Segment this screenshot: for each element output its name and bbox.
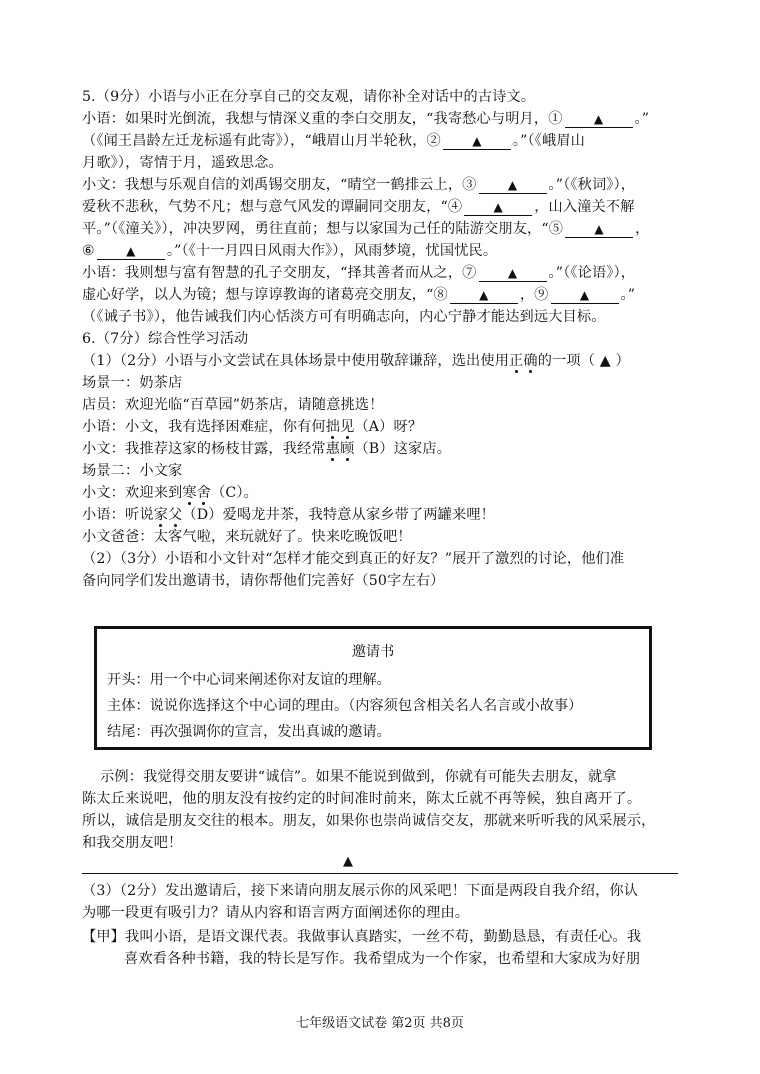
q5-line-2: （《闻王昌龄左迁龙标遥有此寄》），“峨眉山月半轮秋，② ▲ 。”（《峨眉山 xyxy=(82,133,586,149)
q6-header: 6.（7分）综合性学习活动 xyxy=(82,331,249,347)
answer-blank-6: ▲ xyxy=(97,243,165,260)
q5-line-3: 月歌》），寄情于月，遥致思念。 xyxy=(82,155,283,171)
answer-blank-3: ▲ xyxy=(479,177,547,194)
page-footer: 七年级语文试卷 第2页 共8页 xyxy=(296,1016,464,1031)
answer-blank-8: ▲ xyxy=(450,287,518,304)
scene-1-line-c: 小文：我推荐这家的杨枝甘露，我经常惠顾（B）这家店。 xyxy=(82,441,452,457)
q6-part3-prompt-2: 为哪一段更有吸引力？请从内容和语言两方面阐述你的理由。 xyxy=(82,905,470,921)
scene-2-line-b: 小语：听说家父（D）爱喝龙井茶，我特意从家乡带了两罐来哩！ xyxy=(82,507,496,523)
scene-2-title: 场景二：小文家 xyxy=(82,463,183,479)
scene-2-line-a: 小文：欢迎来到寒舍（C）。 xyxy=(82,485,258,501)
q5-line-6: 平。”（《潼关》），冲决罗网，勇往直前；想与以家国为己任的陆游交朋友，“⑤ ▲ ， xyxy=(82,221,650,237)
q5-line-1: 小语：如果时光倒流，我想与情深义重的李白交朋友，“我寄愁心与明月，① ▲ 。” xyxy=(82,111,650,127)
q5-line-8: 小语：我则想与富有智慧的孔子交朋友，“择其善者而从之，⑦ ▲ 。”（《论语》）， xyxy=(82,265,636,281)
answer-blank-4: ▲ xyxy=(464,199,532,216)
answer-blank-1: ▲ xyxy=(565,111,633,128)
q5-line-4: 小文：我想与乐观自信的刘禹锡交朋友，“晴空一鹤排云上，③ ▲ 。”（《秋词》）， xyxy=(82,177,636,193)
invitation-box xyxy=(94,626,652,750)
answer-blank-5: ▲ xyxy=(565,221,633,238)
intro-jia-line-2: 喜欢看各种书籍，我的特长是写作。我希望成为一个作家，也希望和大家成为好朋 xyxy=(124,951,641,967)
answer-line xyxy=(82,873,678,874)
example-line-4: 和我交朋友吧！ xyxy=(82,835,183,851)
invitation-opening: 开头：用一个中心词来阐述你对友谊的理解。 xyxy=(107,672,391,688)
q5-line-10: （《诫子书》），他告诫我们内心恬淡方可有明确志向，内心宁静才能达到远大目标。 xyxy=(82,309,606,325)
scene-1-line-b: 小语：小文，我有选择困难症，你有何拙见（A）呀？ xyxy=(82,419,423,435)
answer-blank-9: ▲ xyxy=(551,287,619,304)
invitation-ending: 结尾：再次强调你的宣言，发出真诚的邀请。 xyxy=(107,724,391,740)
q6-part2-prompt-1: （2）（3分）小语和小文针对“怎样才能交到真正的好友？”展开了激烈的讨论，他们准 xyxy=(82,551,625,567)
example-line-3: 所以，诚信是朋友交往的根本。朋友，如果你也崇尚诚信交友，那就来听听我的风采展示， xyxy=(82,813,656,829)
scene-2-line-c: 小文爸爸：太客气啦，来玩就好了。快来吃晚饭吧！ xyxy=(82,529,412,545)
q5-header: 5.（9分）小语与小正在分享自己的交友观，请你补全对话中的古诗文。 xyxy=(82,89,536,105)
answer-blank-7: ▲ xyxy=(479,265,547,282)
q6-part2-prompt-2: 备向同学们发出邀请书，请你帮他们完善好（50字左右） xyxy=(82,573,445,589)
q5-line-7: ⑥ ▲ 。”（《十一月四日风雨大作》），风雨梦境，忧国忧民。 xyxy=(82,243,498,259)
intro-jia-line-1: 【甲】我叫小语，是语文课代表。我做事认真踏实，一丝不苟，勤勤恳恳，有责任心。我 xyxy=(82,929,642,945)
q5-line-9: 虚心好学，以人为镜；想与谆谆教诲的诸葛亮交朋友，“⑧ ▲ ，⑨ ▲ 。” xyxy=(82,287,636,303)
invitation-body: 主体：说说你选择这个中心词的理由。（内容须包含相关名人名言或小故事） xyxy=(107,698,583,714)
answer-line-triangle: ▲ xyxy=(343,854,353,869)
q6-part3-prompt-1: （3）（2分）发出邀请后，接下来请向朋友展示你的风采吧！下面是两段自我介绍，你认 xyxy=(82,883,639,899)
q6-part1-prompt: （1）（2分）小语与小文尝试在具体场景中使用敬辞谦辞，选出使用正确的一项（ ▲ ） xyxy=(82,353,630,369)
scene-1-line-a: 店员：欢迎光临“百草园”奶茶店，请随意挑选！ xyxy=(82,397,384,413)
example-line-1: 示例：我觉得交朋友要讲“诚信”。如果不能说到做到，你就有可能失去朋友，就拿 xyxy=(100,769,617,785)
q5-line-5: 爱秋不悲秋，气势不凡；想与意气风发的谭嗣同交朋友，“④ ▲ ，山入潼关不解 xyxy=(82,199,635,215)
invitation-title: 邀请书 xyxy=(351,644,395,660)
scene-1-title: 场景一：奶茶店 xyxy=(82,375,183,391)
example-line-2: 陈太丘来说吧，他的朋友没有按约定的时间准时前来，陈太丘就不再等候，独自离开了。 xyxy=(82,791,642,807)
answer-blank-2: ▲ xyxy=(443,133,511,150)
